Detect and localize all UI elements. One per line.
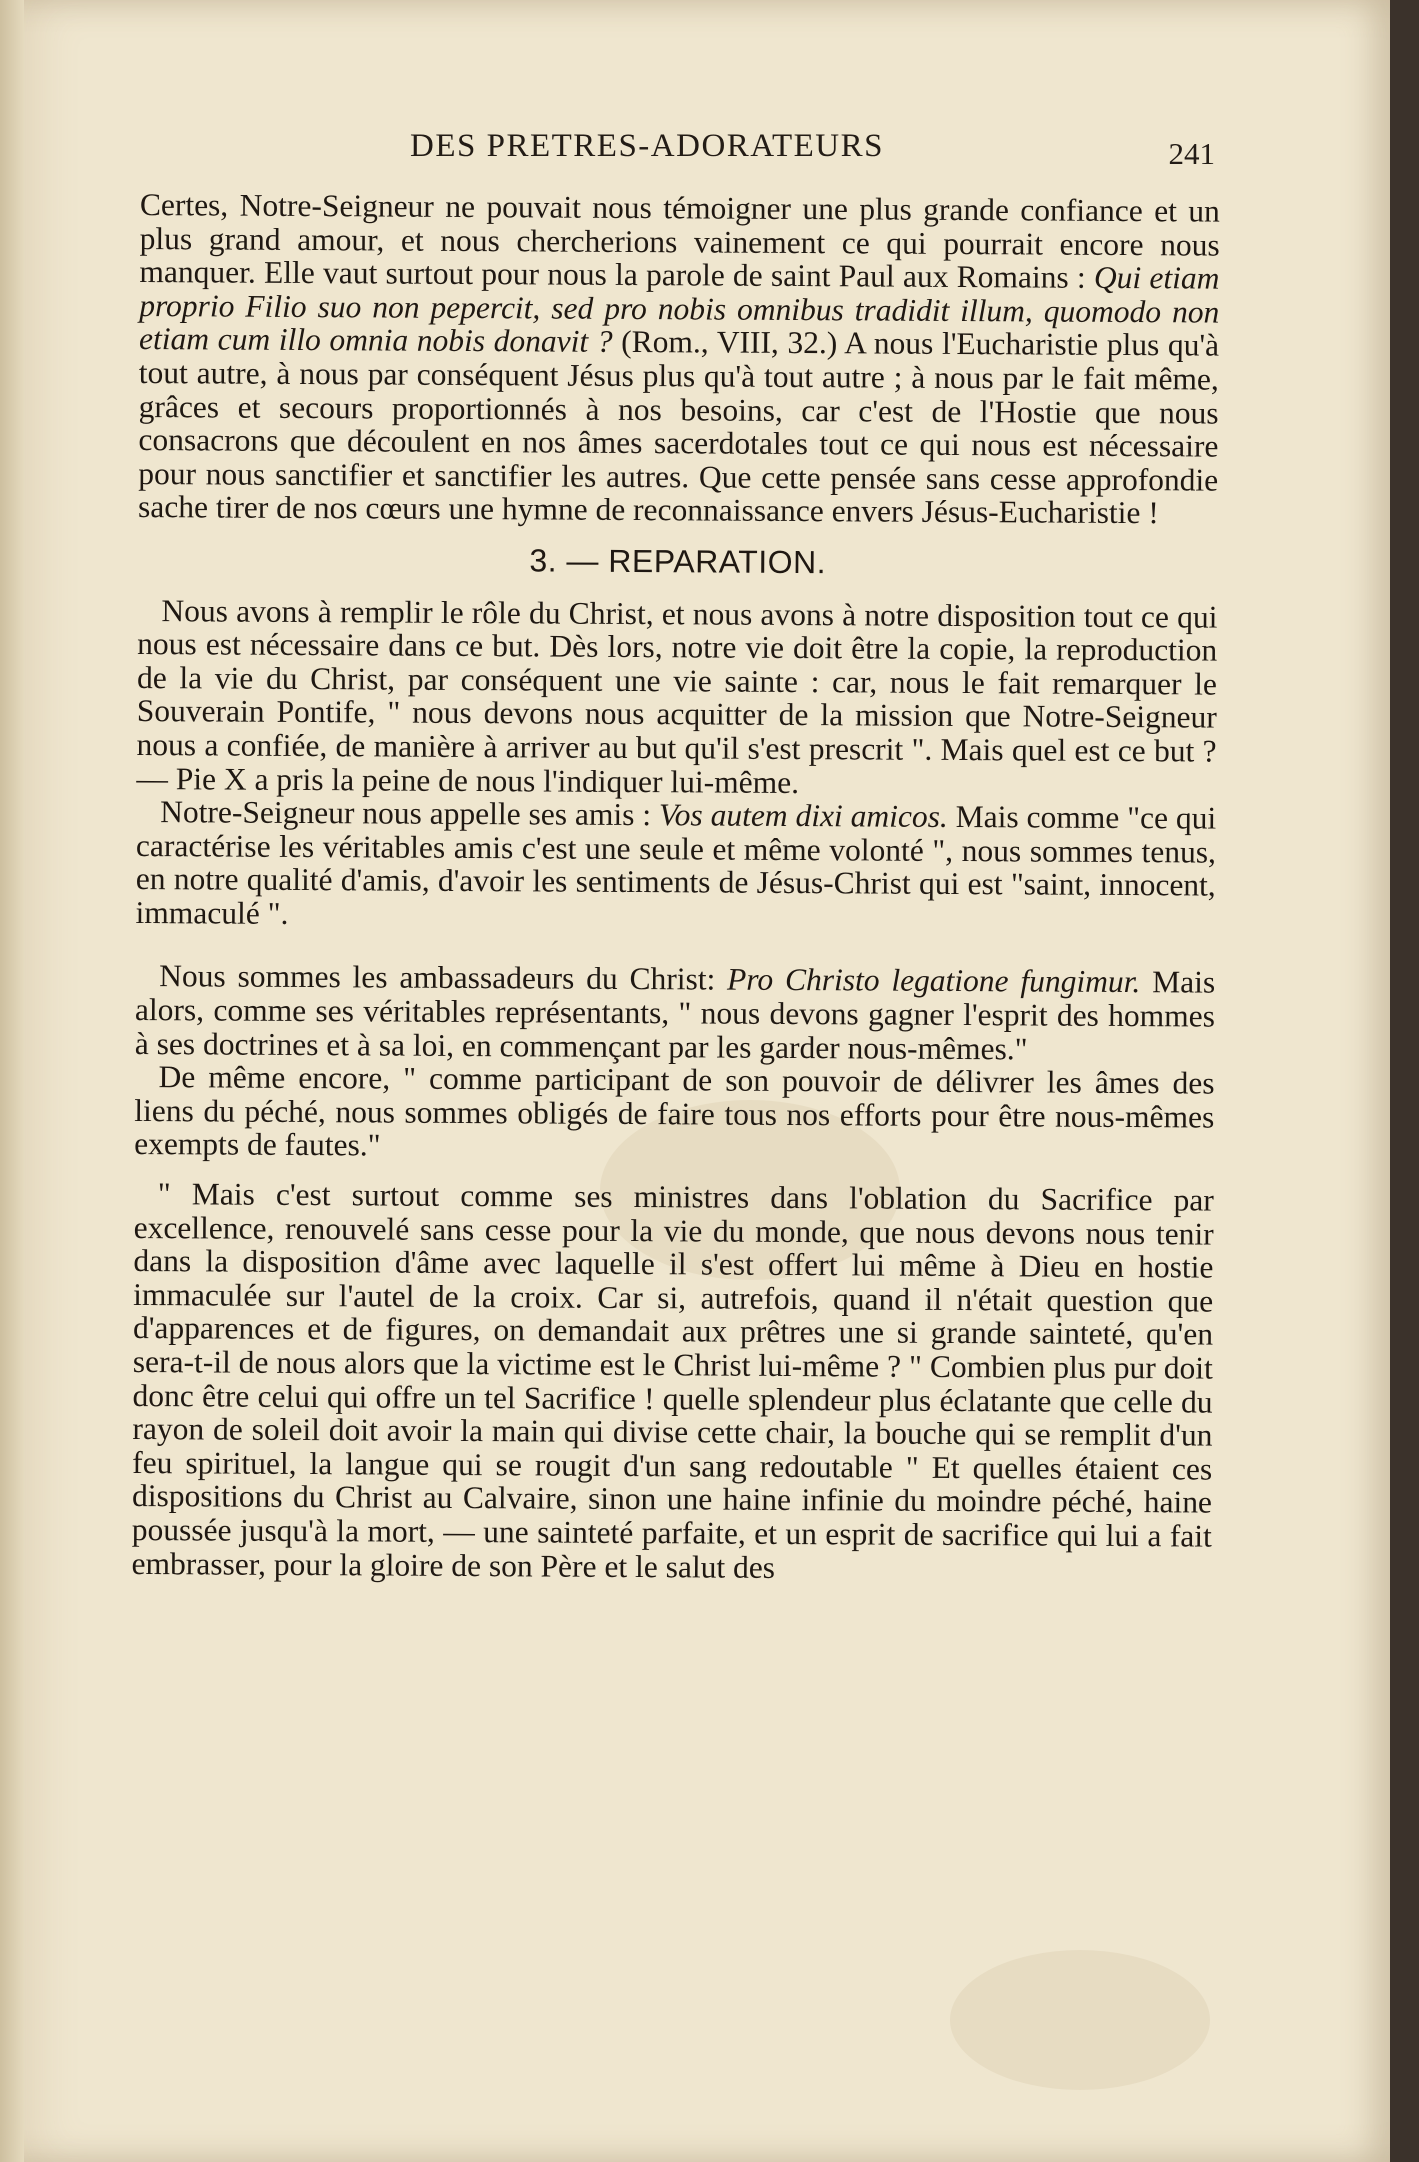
page-edge (1390, 0, 1419, 2162)
body-text (131, 188, 1219, 1587)
paragraph-role: Nous avons à remplir le rôle du Christ, et nous avons à notre disposition tout ce qui nous est nécessaire dans ce but. Dès lors, notre vie doit être la copie, la reproduction de la vie du Christ, par conséquent une vie sainte : car, nous le fait remarquer le Souverain Pontife, " nous devons nous acquitter de la mission que Notre-Seigneur nous a confiée, de manière à arriver au but qu'il s'est prescrit ". Mais quel est ce but ? — Pie X a pris la peine de nous l'indiquer lui-même. (136, 592, 1218, 800)
latin-quotation: Pro Christo legatione fungimur. (727, 962, 1141, 1000)
paragraph-de-meme: De même encore, " comme participant de son pouvoir de délivrer les âmes des liens du péché, nous sommes obligés de faire tous nos efforts pour être nous-mêmes exempts de fautes." (134, 1059, 1215, 1163)
latin-quotation: Qui etiam proprio Filio suo non pepercit, sed pro nobis omnibus tradidit illum, quomodo non etiam cum illo omnia nobis donavit ? (138, 260, 1220, 360)
paragraph-text: Certes, Notre-Seigneur ne pouvait nous témoigner une plus grande confiance et un plus grand amour, et nous chercherions vainement ce qui pourrait encore nous manquer. Elle vaut surtout pour nous la parole de saint Paul aux Romains : (139, 187, 1220, 296)
running-head (140, 128, 1215, 178)
paragraph-text: Nous sommes les ambassadeurs du Christ: (159, 958, 728, 998)
page-number: 241 (1168, 136, 1215, 171)
section-heading: 3. — REPARATION. (529, 542, 827, 581)
paragraph-text: (Rom., VIII, 32.) A nous l'Eucharistie plus qu'à tout autre, à nous par conséquent Jésus plus qu'à tout autre ; à nous par le fait même, grâces et secours proportionnés à nos besoins, car c'est de l'Hostie que nous consacrons que découlent en nos âmes sacerdotales tout ce qui nous est nécessaire pour nous sanctifier et sanctifier les autres. Que cette pensée sans cesse approfondie sache tirer de nos cœurs une hymne de reconnaissance envers Jésus-Eucharistie ! (137, 324, 1220, 531)
paragraph-sacrifice: " Mais c'est surtout comme ses ministres dans l'oblation du Sacrifice par excellence, renouvelé sans cesse pour la vie du monde, que nous devons nous tenir dans la disposition d'âme avec laquelle il s'est offert lui même à Dieu en hostie immaculée sur l'autel de la croix. Car si, autrefois, quand il n'était question que d'apparences et de figures, on demandait aux prêtres une si grande sainteté, qu'en sera-t-il de nous alors que la victime est le Christ lui-même ? " Combien plus pur doit donc être celui qui offre un tel Sacrifice ! quelle splendeur plus éclatante que celle du rayon de soleil doit avoir la main qui divise cette chair, la bouche qui se remplit d'un feu spirituel, la langue qui se rougit d'un sang redoutable " Et quelles étaient ces dispositions du Christ au Calvaire, sinon une haine infinie du moindre péché, haine poussée jusqu'à la mort, — une sainteté parfaite, et un esprit de sacrifice qui lui a fait embrasser, pour la gloire de son Père et le salut des (131, 1176, 1214, 1585)
paragraph-text: Mais comme "ce qui caractérise les véritables amis c'est une seule et même volonté ", nous sommes tenus, en notre qualité d'amis, d'avoir les sentiments de Jésus-Christ qui est "saint, innocent, immaculé ". (135, 799, 1217, 931)
paragraph-amis (135, 795, 1216, 936)
latin-quotation: Vos autem dixi amicos. (658, 797, 948, 835)
paragraph-text: Mais alors, comme ses véritables représentants, " nous devons gagner l'esprit des hommes à ses doctrines et à sa loi, en commençant par les garder nous-mêmes." (134, 964, 1216, 1067)
paper-stain (950, 1950, 1210, 2090)
paragraph-ambassadeurs (135, 959, 1216, 1066)
paragraph-certes (138, 188, 1220, 531)
running-title: DES PRETRES-ADORATEURS (410, 128, 884, 164)
paragraph-text: Notre-Seigneur nous appelle ses amis : (160, 794, 660, 833)
page-gutter (0, 0, 24, 2162)
